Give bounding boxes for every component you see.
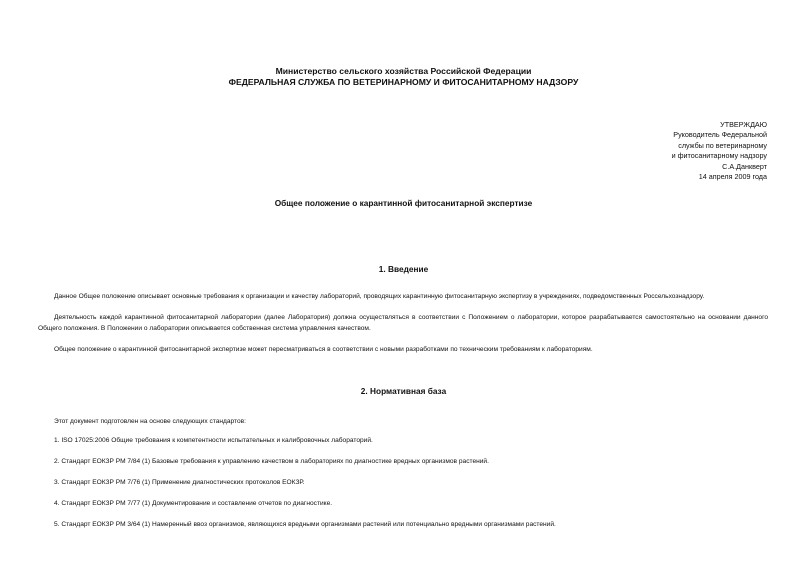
intro-paragraph-3: Общее положение о карантинной фитосанитарной экспертизе может пересматриваться в соответствии с новыми разработками по техническим требованиям к лабораториям. bbox=[54, 346, 593, 353]
ministry-name: Министерство сельского хозяйства Российской Федерации bbox=[275, 66, 532, 76]
approval-label: УТВЕРЖДАЮ bbox=[720, 120, 767, 129]
section-title-introduction: 1. Введение bbox=[378, 264, 429, 274]
intro-paragraph-2: Деятельность каждой карантинной фитосанитарной лаборатории (далее Лаборатория) должна осуществляться в соответствии с Положением о лаборатории, которое разрабатывается самостоятельно на основании данного Общего положения. В Положении о лаборатории описывается собственная система управления качеством. bbox=[38, 314, 768, 332]
approval-block bbox=[567, 120, 767, 182]
service-name: ФЕДЕРАЛЬНАЯ СЛУЖБА ПО ВЕТЕРИНАРНОМУ И ФИТОСАНИТАРНОМУ НАДЗОРУ bbox=[228, 77, 579, 87]
approval-position-line-1: Руководитель Федеральной bbox=[673, 130, 767, 140]
section-title-normative-base: 2. Нормативная база bbox=[360, 386, 447, 396]
standard-list-item-1: 1. ISO 17025:2006 Общие требования к компетентности испытательных и калибровочных лабораторий. bbox=[54, 437, 373, 444]
document-header bbox=[0, 66, 807, 88]
intro-paragraph-1: Данное Общее положение описывает основные требования к организации и качеству лабораторий, проводящих карантинную фитосанитарную экспертизу в учреждениях, подведомственных Россельхознадзору. bbox=[54, 293, 705, 300]
standard-list-item-2: 2. Стандарт ЕОКЗР РМ 7/84 (1) Базовые требования к управлению качеством в лабораториях по диагностике вредных организмов растений. bbox=[54, 458, 489, 465]
approval-position-line-2: службы по ветеринарному bbox=[678, 140, 767, 150]
standard-list-item-4: 4. Стандарт ЕОКЗР РМ 7/77 (1) Документирование и составление отчетов по диагностике. bbox=[54, 500, 333, 507]
document-title: Общее положение о карантинной фитосанитарной экспертизе bbox=[274, 198, 533, 208]
standard-list-item-5: 5. Стандарт ЕОКЗР РМ 3/64 (1) Намеренный ввоз организмов, являющихся вредными организмами растений или потенциально вредными организмами растений. bbox=[54, 521, 556, 528]
standard-list-item-3: 3. Стандарт ЕОКЗР РМ 7/76 (1) Применение диагностических протоколов ЕОКЗР. bbox=[54, 479, 305, 486]
approval-date: 14 апреля 2009 года bbox=[698, 172, 767, 182]
approval-signatory: С.А.Данкверт bbox=[722, 161, 767, 171]
normative-intro: Этот документ подготовлен на основе следующих стандартов: bbox=[54, 418, 246, 425]
approval-position-line-3: и фитосанитарному надзору bbox=[671, 151, 767, 161]
